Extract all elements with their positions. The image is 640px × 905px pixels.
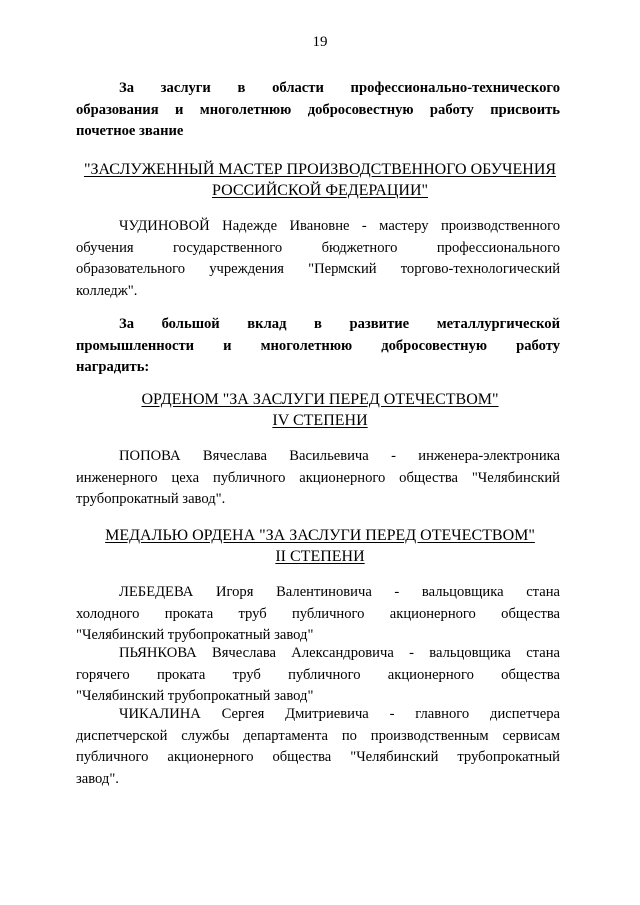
text-line: завод".: [76, 770, 119, 787]
text-line: почетное звание: [76, 123, 184, 139]
text-line: ЧИКАЛИНА Сергея Дмитриевича - главного диспетчера: [119, 706, 560, 722]
text-line: ЛЕБЕДЕВА Игоря Валентиновича - вальцовщика стана: [119, 584, 560, 600]
text-line: трубопрокатный завод".: [76, 491, 226, 507]
text-line: ПОПОВА Вячеслава Васильевича - инженера-электроника: [119, 448, 560, 464]
recipient-lebedev: [76, 582, 560, 647]
text-line: инженерного цеха публичного акционерного общества "Челябинский: [76, 469, 560, 486]
recipient-chudinova: [76, 216, 560, 302]
text-line: колледж".: [76, 282, 138, 299]
recipient-pyankov: [76, 643, 560, 708]
recipient-chikalin: [76, 704, 560, 790]
text-line: "Челябинский трубопрокатный завод": [76, 627, 314, 643]
text-line: обучения государственного бюджетного профессионального: [76, 239, 560, 256]
recipient-popov: [76, 446, 560, 511]
award-title-honored-master: [0, 159, 640, 201]
title-line: МЕДАЛЬЮ ОРДЕНА "ЗА ЗАСЛУГИ ПЕРЕД ОТЕЧЕСТВОМ": [105, 527, 535, 544]
text-line: горячего проката труб публичного акционерного общества: [76, 666, 560, 683]
text-line: публичного акционерного общества "Челябинский трубопрокатный: [76, 749, 560, 765]
title-line: II СТЕПЕНИ: [275, 548, 365, 565]
title-line: IV СТЕПЕНИ: [272, 412, 368, 429]
text-line: образовательного учреждения "Пермский торгово-технологический: [76, 261, 560, 277]
text-line: "Челябинский трубопрокатный завод": [76, 688, 314, 704]
text-line: За большой вклад в развитие металлургической: [119, 316, 560, 332]
award-intro-honorary-title: [76, 78, 560, 143]
text-line: образования и многолетнюю добросовестную работу присвоить: [76, 101, 560, 118]
award-title-order-iv: [0, 389, 640, 431]
award-intro-metallurgy: [76, 314, 560, 379]
text-line: холодного проката труб публичного акционерного общества: [76, 605, 560, 622]
title-line: "ЗАСЛУЖЕННЫЙ МАСТЕР ПРОИЗВОДСТВЕННОГО ОБУЧЕНИЯ: [83, 161, 557, 178]
text-line: ЧУДИНОВОЙ Надежде Ивановне - мастеру производственного: [119, 218, 560, 234]
title-line: ОРДЕНОМ "ЗА ЗАСЛУГИ ПЕРЕД ОТЕЧЕСТВОМ": [141, 391, 499, 408]
award-title-medal-ii: [0, 525, 640, 567]
text-line: ПЬЯНКОВА Вячеслава Александровича - вальцовщика стана: [119, 645, 560, 661]
text-line: наградить:: [76, 359, 150, 375]
text-line: промышленности и многолетнюю добросовестную работу: [76, 337, 560, 354]
text-line: диспетчерской службы департамента по производственным сервисам: [76, 727, 560, 744]
page-number: 19: [312, 34, 328, 50]
text-line: За заслуги в области профессионально-технического: [119, 80, 560, 96]
title-line: РОССИЙСКОЙ ФЕДЕРАЦИИ": [211, 182, 429, 199]
